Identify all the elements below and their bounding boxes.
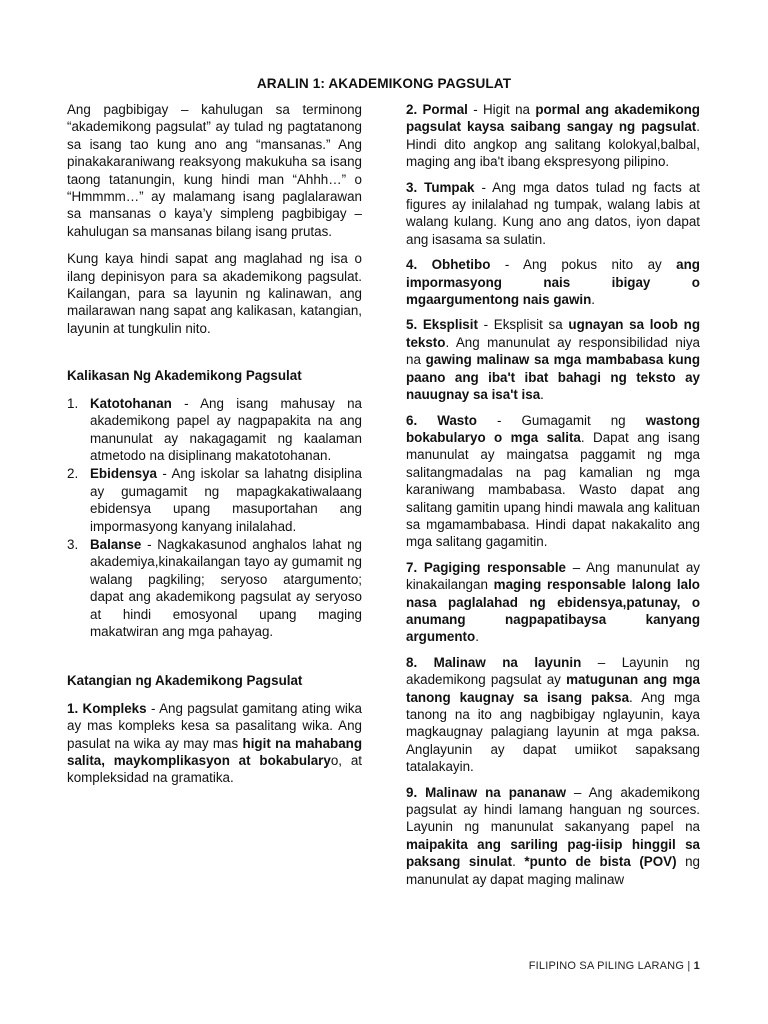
item-label: 1. Kompleks bbox=[67, 700, 147, 716]
katangian-item-6 bbox=[406, 412, 700, 551]
item-text: . Dapat ang isang manunulat ay maingatsa paggamit ng mga salitangmadalas na pag kamalian ng mga karaniwang mambabasa. Wasto dapat ang salitang gamitin upang hindi mawala ang kalituan sa mgamambabasa. Hindi dapat nakakalito ang mga salitang gagamitin. bbox=[406, 429, 701, 550]
item-label: 3. Tumpak bbox=[406, 179, 475, 195]
intro-paragraph-2: Kung kaya hindi sapat ang maglahad ng isa o ilang depinisyon para sa akademikong pagsulat. Kailangan, para sa layunin ng kalinawan, ang mailarawan nang sapat ang kalikasan, katangian, layunin at tungkulin nito. bbox=[67, 251, 362, 336]
item-text: - Gumagamit ng bbox=[476, 412, 646, 428]
katangian-item-5 bbox=[406, 316, 700, 403]
item-text: . Ang manunulat ay responsibilidad niya na bbox=[406, 334, 700, 368]
list-item bbox=[67, 395, 362, 465]
definition: - Nagkakasunod anghalos lahat ng akademiya,kinakailangan tayo ay gumamit ng walang pagkiling; seryoso atargumento; dapat ang akademikong pagsulat ay seryoso at hindi emosyonal upang maging makatwiran ang mga pahayag. bbox=[90, 536, 362, 639]
definition: - Ang iskolar sa lahatng disiplina ay gumagamit ng mapagkakatiwalaang ebidensya upang masuportahan ang impormasyong kanyang inilalahad. bbox=[90, 466, 362, 534]
katangian-item-2 bbox=[406, 101, 700, 171]
item-text: o, at kompleksidad na gramatika. bbox=[67, 753, 362, 786]
page-title: ARALIN 1: AKADEMIKONG PAGSULAT bbox=[256, 76, 512, 91]
item-label: 9. Malinaw na pananaw bbox=[406, 784, 566, 800]
item-label: 6. Wasto bbox=[406, 412, 477, 428]
item-emphasis: pormal ang akademikong pagsulat kaysa saibang sangay ng pagsulat bbox=[406, 102, 700, 135]
item-text: – Ang akademikong pagsulat ay hindi lamang hanguan ng sources. Layunin ng manunulat sakanyang papel na bbox=[406, 784, 700, 835]
footer-separator: | bbox=[684, 960, 694, 972]
katangian-item-3 bbox=[406, 179, 700, 249]
list-number: 1. bbox=[67, 395, 79, 411]
item-text: - Ang mga datos tulad ng facts at figures ay inilalahad ng tumpak, walang labis at walang kulang. Kung ano ang datos, iyon dapat ang isasama sa sulatin. bbox=[406, 179, 701, 247]
item-label: 4. Obhetibo bbox=[406, 257, 491, 273]
item-text: - Higit na bbox=[467, 102, 536, 117]
intro-paragraph-1: Ang pagbibigay – kahulugan sa terminong “akademikong pagsulat” ay tulad ng pagtatanong sa isang tao kung ano ang “mansanas.” Ang pinakakaraniwang reaksyong makukuha sa isang taong tatanungin, kung hindi man “Ahhh…” o “Hmmmm…” ay malamang isang paglalarawan sa mansanas o kaya’y simpleng pagbibigay – kahulugan sa mansanas bilang isang prutas. bbox=[67, 102, 362, 239]
item-emphasis: ang impormasyong nais ibigay o mgaargumentong nais gawin bbox=[406, 257, 700, 308]
right-column bbox=[406, 101, 700, 896]
item-emphasis: matugunan ang mga tanong kaugnay sa isang paksa bbox=[406, 672, 700, 705]
item-emphasis: higit na mahabang salita, maykomplikasyon at bokabulary bbox=[67, 735, 363, 768]
item-emphasis: wastong bokabularyo o mga salita bbox=[406, 412, 700, 445]
item-text: . Ang mga tanong na ito ang nagbibigay nglayunin, kaya magkaugnay palagiang layunin at mga paksa. Anglayunin ay dapat umiikot sapaksang tatalakayin. bbox=[406, 689, 701, 775]
katangian-item-9 bbox=[406, 784, 700, 888]
list-item bbox=[67, 536, 362, 640]
item-text: . Hindi dito angkop ang salitang kolokyal,balbal, maging ang iba't ibang ekspresyong pilipino. bbox=[406, 119, 700, 170]
item-emphasis: *punto de bista (POV) bbox=[524, 854, 677, 870]
katangian-item-8 bbox=[406, 654, 700, 776]
term: Ebidensya bbox=[90, 466, 157, 482]
footer-label: FILIPINO SA PILING LARANG bbox=[528, 960, 685, 972]
page-number: 1 bbox=[693, 960, 700, 972]
list-number: 2. bbox=[67, 466, 79, 482]
definition: - Ang isang mahusay na akademikong papel ay nagpapakita na ang manunulat ay nakagagamit ng kaalaman atmetodo na disiplinang makatotohanan. bbox=[90, 395, 362, 463]
kalikasan-list bbox=[67, 395, 362, 641]
item-emphasis: maging responsable lalong lalo nasa paglalahad ng ebidensya,patunay, o anumang nagpapatibaysa kanyang argumento bbox=[406, 577, 700, 645]
item-text: - Eksplisit sa bbox=[477, 317, 569, 333]
item-text: - Ang pagsulat gamitang ating wika ay mas kompleks kesa sa pasalitang wika. Ang pasulat na wika ay may mas bbox=[67, 700, 362, 751]
katangian-heading: Katangian ng Akademikong Pagsulat bbox=[67, 673, 303, 689]
item-label: 2. Pormal bbox=[406, 102, 468, 117]
item-text: . bbox=[475, 629, 479, 645]
item-text: - Ang pokus nito ay bbox=[490, 257, 677, 273]
item-text: . bbox=[591, 292, 595, 308]
item-text: . bbox=[512, 854, 525, 870]
item-text: ng manunulat ay dapat maging malinaw bbox=[406, 854, 700, 887]
item-text: – Layunin ng akademikong pagsulat ay bbox=[406, 654, 700, 688]
katangian-item-7 bbox=[406, 559, 700, 646]
left-column bbox=[67, 101, 362, 797]
list-item bbox=[67, 465, 362, 535]
term: Balanse bbox=[90, 536, 142, 552]
katangian-item-4 bbox=[406, 256, 700, 308]
kalikasan-heading: Kalikasan Ng Akademikong Pagsulat bbox=[67, 368, 302, 384]
item-label: 7. Pagiging responsable bbox=[406, 559, 566, 575]
item-text: . bbox=[540, 387, 544, 403]
list-number: 3. bbox=[67, 536, 79, 552]
item-text: – Ang manunulat ay kinakailangan bbox=[406, 559, 700, 593]
item-emphasis: ugnayan sa loob ng teksto bbox=[406, 317, 701, 350]
item-emphasis: gawing malinaw sa mga mambabasa kung paano ang iba't ibat bahagi ng teksto ay nauugnay sa isa't isa bbox=[406, 352, 700, 403]
katangian-item-1 bbox=[67, 700, 362, 787]
term: Katotohanan bbox=[90, 395, 172, 411]
item-emphasis: maipakita ang sariling pag-iisip hinggil sa paksang sinulat bbox=[406, 836, 700, 870]
item-label: 5. Eksplisit bbox=[406, 317, 478, 333]
page-footer bbox=[529, 960, 700, 972]
item-label: 8. Malinaw na layunin bbox=[406, 654, 582, 670]
